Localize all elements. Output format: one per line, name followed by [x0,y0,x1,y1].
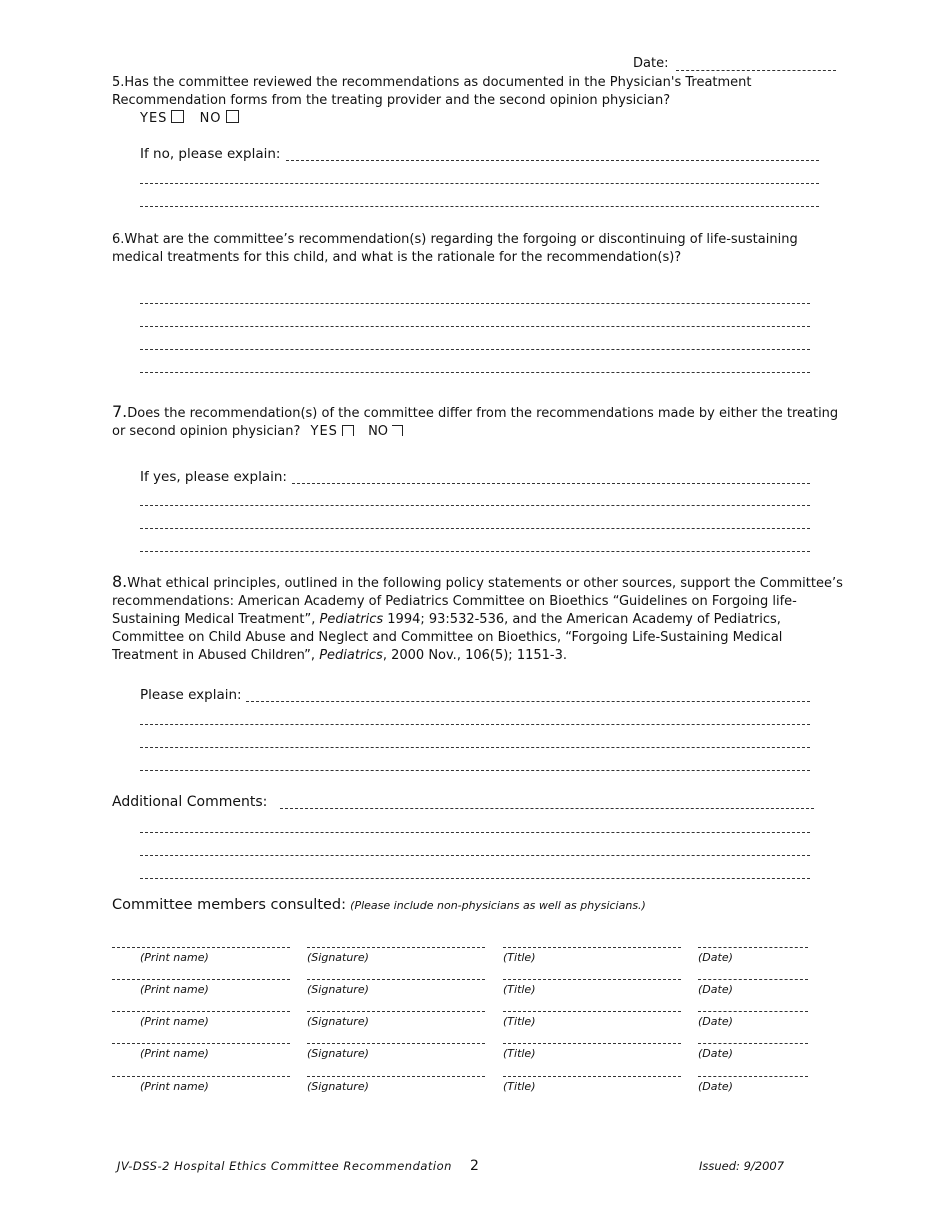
additional-comments-line-4[interactable] [140,878,810,879]
print-name-line[interactable] [112,1043,290,1044]
print-name-line[interactable] [112,947,290,948]
q8-explain-line-1[interactable] [246,701,810,702]
question-5-text: 5.Has the committee reviewed the recommendations as documented in the Physician's Treatment Recommendation forms from the treating provider and the second opinion physician? [112,75,752,108]
signature-caption: (Signature) [307,1047,369,1060]
title-line[interactable] [503,979,681,980]
additional-comments-label: Additional Comments: [112,794,268,810]
signature-line[interactable] [307,1011,485,1012]
signature-caption: (Signature) [307,983,369,996]
q7-explain-line-4[interactable] [140,551,810,552]
title-line[interactable] [503,947,681,948]
print-name-line[interactable] [112,1076,290,1077]
q7-explain-line-1[interactable] [292,483,810,484]
q5-explain-label: If no, please explain: [140,146,281,162]
date-line[interactable] [698,1076,808,1077]
date-line[interactable] [698,1043,808,1044]
q7-yes-checkbox[interactable] [342,425,354,436]
signature-line[interactable] [307,1043,485,1044]
q5-explain-line-3[interactable] [140,206,819,207]
question-7-text [112,403,842,441]
q8-journal-2: Pediatrics [319,648,383,663]
question-5-options [140,110,239,126]
signature-caption: (Signature) [307,1080,369,1093]
title-caption: (Title) [503,983,536,996]
date-caption: (Date) [698,951,733,964]
title-caption: (Title) [503,951,536,964]
title-caption: (Title) [503,1080,536,1093]
q7-no-checkbox[interactable] [392,425,403,436]
print-name-caption: (Print name) [140,1015,209,1028]
committee-members-heading [112,897,646,913]
q5-yes-checkbox[interactable] [171,110,184,123]
q8-explain-line-2[interactable] [140,724,810,725]
title-caption: (Title) [503,1047,536,1060]
q7-explain-label: If yes, please explain: [140,469,287,485]
q6-answer-line-4[interactable] [140,372,810,373]
q7-question: Does the recommendation(s) of the committee differ from the recommendations made by either the treating or second opinion physician? [112,406,839,439]
committee-note: (Please include non-physicians as well as physicians.) [350,899,646,912]
committee-label: Committee members consulted: [112,897,347,913]
date-caption: (Date) [698,1015,733,1028]
page-number: 2 [470,1158,479,1174]
q6-answer-line-3[interactable] [140,349,810,350]
date-caption: (Date) [698,983,733,996]
q8-explain-label: Please explain: [140,687,242,703]
signature-line[interactable] [307,1076,485,1077]
q8-journal-1: Pediatrics [319,612,384,627]
additional-comments-line-3[interactable] [140,855,810,856]
signature-line[interactable] [307,947,485,948]
title-caption: (Title) [503,1015,536,1028]
question-8-text [112,573,844,665]
q5-yes-label: YES [140,111,168,126]
print-name-caption: (Print name) [140,951,209,964]
signature-caption: (Signature) [307,1015,369,1028]
date-line[interactable] [698,947,808,948]
additional-comments-line-1[interactable] [280,808,814,809]
signature-caption: (Signature) [307,951,369,964]
q8-text-3: , 2000 Nov., 106(5); 1151-3. [382,648,568,663]
print-name-line[interactable] [112,979,290,980]
q8-explain-line-3[interactable] [140,747,810,748]
date-label: Date: [633,56,669,71]
q7-explain-line-3[interactable] [140,528,810,529]
footer-form-id: JV-DSS-2 Hospital Ethics Committee Recommendation [117,1159,452,1173]
date-field [633,56,668,71]
q7-number: 7. [112,402,128,421]
date-line[interactable] [698,1011,808,1012]
title-line[interactable] [503,1076,681,1077]
q6-answer-line-2[interactable] [140,326,810,327]
date-caption: (Date) [698,1047,733,1060]
signature-line[interactable] [307,979,485,980]
q5-explain-line-2[interactable] [140,183,819,184]
footer-issued: Issued: 9/2007 [699,1159,785,1173]
q8-text-1: What ethical principles, outlined in the following policy statements or other sources, support the Committee’s recommendations: American Academy of Pediatrics Committee on Bioethics “Guidelines on Forgoing life-Sustaining Medical Treatment”, [112,576,843,627]
print-name-caption: (Print name) [140,1047,209,1060]
q7-no-label: NO [368,424,389,439]
title-line[interactable] [503,1043,681,1044]
title-line[interactable] [503,1011,681,1012]
q7-explain-line-2[interactable] [140,505,810,506]
additional-comments-line-2[interactable] [140,832,810,833]
q5-no-label: NO [199,111,222,126]
q6-answer-line-1[interactable] [140,303,810,304]
print-name-caption: (Print name) [140,1080,209,1093]
q8-number: 8. [112,572,128,591]
q5-explain-line-1[interactable] [286,160,819,161]
print-name-caption: (Print name) [140,983,209,996]
print-name-line[interactable] [112,1011,290,1012]
date-caption: (Date) [698,1080,733,1093]
date-line[interactable] [698,979,808,980]
q8-explain-line-4[interactable] [140,770,810,771]
q8-text-2: 1994; 93:532-536, and the American Academy of Pediatrics, Committee on Child Abuse and Neglect and Committee on Bioethics, “Forgoing Life-Sustaining Medical Treatment in Abused Children”, [112,612,783,663]
q7-yes-label: YES [310,424,338,439]
q5-no-checkbox[interactable] [226,110,239,123]
question-6-text: 6.What are the committee’s recommendation(s) regarding the forgoing or discontinuing of life-sustaining medical treatments for this child, and what is the rationale for the recommendation(s)? [112,232,798,265]
date-line[interactable] [676,70,836,71]
